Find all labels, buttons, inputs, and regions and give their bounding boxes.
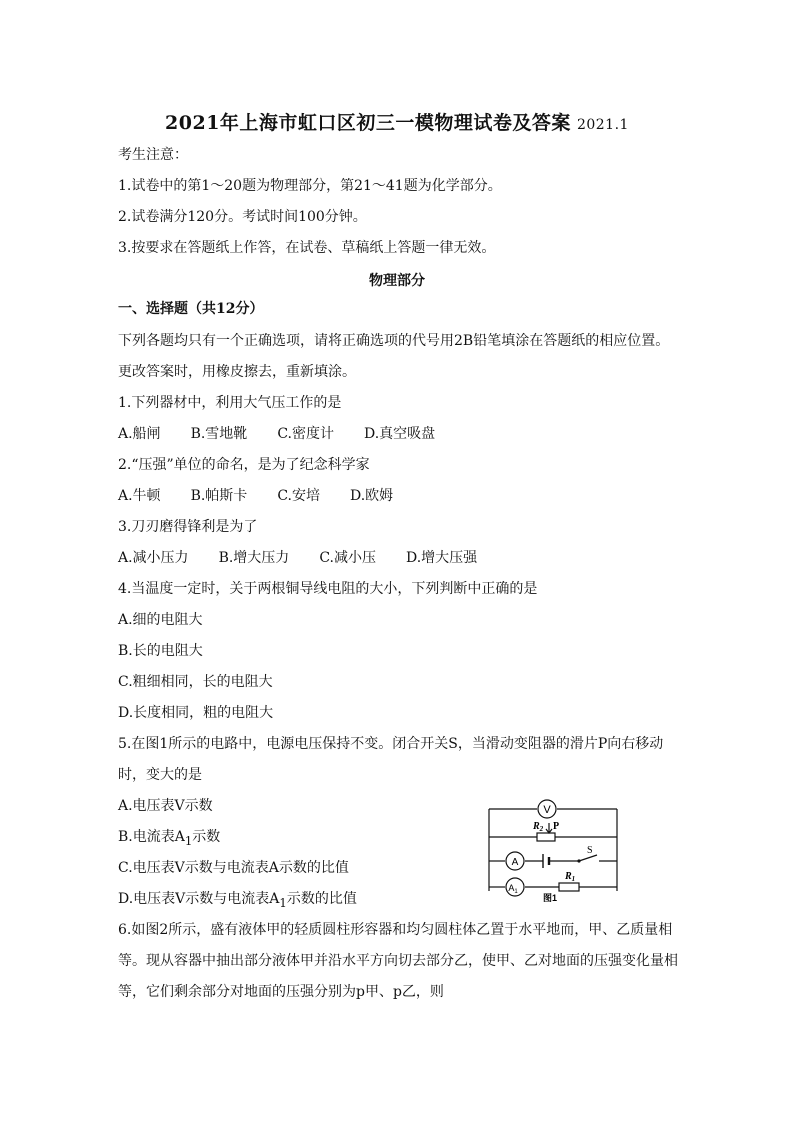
question-3-options xyxy=(118,549,507,567)
question-4-option-b: B.长的电阻大 xyxy=(118,643,203,659)
title-text: 2021年上海市虹口区初三一模物理试卷及答案 xyxy=(165,112,571,134)
ammeter-a1-letter: A xyxy=(508,883,515,893)
question-5-option-b xyxy=(118,828,220,850)
title-date: 2021.1 xyxy=(576,117,629,133)
option-b: B.增大压力 xyxy=(218,550,290,566)
option-d-subscript: 1 xyxy=(279,895,287,910)
notice-item-3: 3.按要求在答题纸上作答，在试卷、草稿纸上答题一律无效。 xyxy=(118,240,496,256)
slider-arrow-icon xyxy=(546,823,552,833)
question-2-stem: 2.“压强”单位的命名，是为了纪念科学家 xyxy=(118,457,370,473)
resistor-r2-icon xyxy=(537,833,555,841)
option-d: D.增大压强 xyxy=(405,550,478,566)
section-title: 物理部分 xyxy=(369,273,425,289)
question-5-option-d xyxy=(118,890,357,912)
question-4-stem: 4.当温度一定时，关于两根铜导线电阻的大小，下列判断中正确的是 xyxy=(118,581,538,597)
option-d: D.欧姆 xyxy=(349,488,394,504)
ammeter-a-label: A xyxy=(511,857,519,868)
page-title xyxy=(0,108,794,135)
option-a: A.船闸 xyxy=(118,426,161,442)
question-2-options xyxy=(118,487,423,505)
notice-item-1: 1.试卷中的第1～20题为物理部分，第21～41题为化学部分。 xyxy=(118,178,502,194)
option-a: A.牛顿 xyxy=(118,488,161,504)
r1-letter: R xyxy=(565,871,572,882)
question-3-stem: 3.刀刃磨得锋利是为了 xyxy=(118,519,258,535)
question-5-stem-line-2: 时，变大的是 xyxy=(118,767,202,783)
question-5-option-a: A.电压表V示数 xyxy=(118,798,213,814)
question-4-option-a: A.细的电阻大 xyxy=(118,612,203,628)
option-d-text: D.电压表V示数与电流表A xyxy=(118,891,280,907)
r2-subscript: 2 xyxy=(539,825,544,833)
r2-letter: R xyxy=(533,821,540,832)
slider-label: P xyxy=(553,821,560,832)
figure-1-circuit xyxy=(487,795,627,905)
option-d: D.真空吸盘 xyxy=(363,426,436,442)
notice-item-2: 2.试卷满分120分。考试时间100分钟。 xyxy=(118,209,367,225)
ammeter-a1-subscript: 1 xyxy=(514,889,518,895)
option-c: C.密度计 xyxy=(277,426,334,442)
question-5-stem-line-1: 5.在图1所示的电路中，电源电压保持不变。闭合开关S，当滑动变阻器的滑片P向右移动 xyxy=(118,736,664,752)
switch-label: S xyxy=(587,845,593,856)
option-b: B.帕斯卡 xyxy=(190,488,248,504)
part1-heading: 一、选择题（共12分） xyxy=(118,301,264,317)
r1-subscript: 1 xyxy=(571,875,576,883)
question-6-line-3: 等，它们剩余部分对地面的压强分别为p甲、p乙，则 xyxy=(118,984,444,1000)
r2-label xyxy=(532,821,544,833)
question-4-option-c: C.粗细相同，长的电阻大 xyxy=(118,674,273,690)
option-b-text: B.电流表A xyxy=(118,829,185,845)
notice-heading: 考生注意： xyxy=(118,147,188,163)
option-d-tail: 示数的比值 xyxy=(286,891,357,907)
question-6-line-2: 等。现从容器中抽出部分液体甲并沿水平方向切去部分乙，使甲、乙对地面的压强变化量相 xyxy=(118,953,678,969)
circuit-diagram xyxy=(487,795,627,905)
option-b-tail: 示数 xyxy=(192,829,221,845)
option-a: A.减小压力 xyxy=(118,550,189,566)
question-1-stem: 1.下列器材中，利用大气压工作的是 xyxy=(118,395,342,411)
figure-caption: 图1 xyxy=(543,893,558,903)
resistor-r1-icon xyxy=(559,883,579,891)
part1-instruction-2: 更改答案时，用橡皮擦去，重新填涂。 xyxy=(118,364,356,380)
r1-label xyxy=(564,871,575,883)
option-b: B.雪地靴 xyxy=(190,426,248,442)
voltmeter-label: V xyxy=(543,804,551,816)
question-6-line-1: 6.如图2所示，盛有液体甲的轻质圆柱形容器和均匀圆柱体乙置于水平地而，甲、乙质量相 xyxy=(118,922,673,938)
option-b-subscript: 1 xyxy=(184,833,193,848)
question-5-option-c: C.电压表V示数与电流表A示数的比值 xyxy=(118,860,349,876)
question-1-options xyxy=(118,425,465,443)
question-4-option-d: D.长度相同，粗的电阻大 xyxy=(118,705,274,721)
option-c: C.安培 xyxy=(277,488,320,504)
part1-instruction-1: 下列各题均只有一个正确选项，请将正确选项的代号用2B铅笔填涂在答题纸的相应位置。 xyxy=(118,333,670,349)
option-c: C.减小压 xyxy=(319,550,376,566)
